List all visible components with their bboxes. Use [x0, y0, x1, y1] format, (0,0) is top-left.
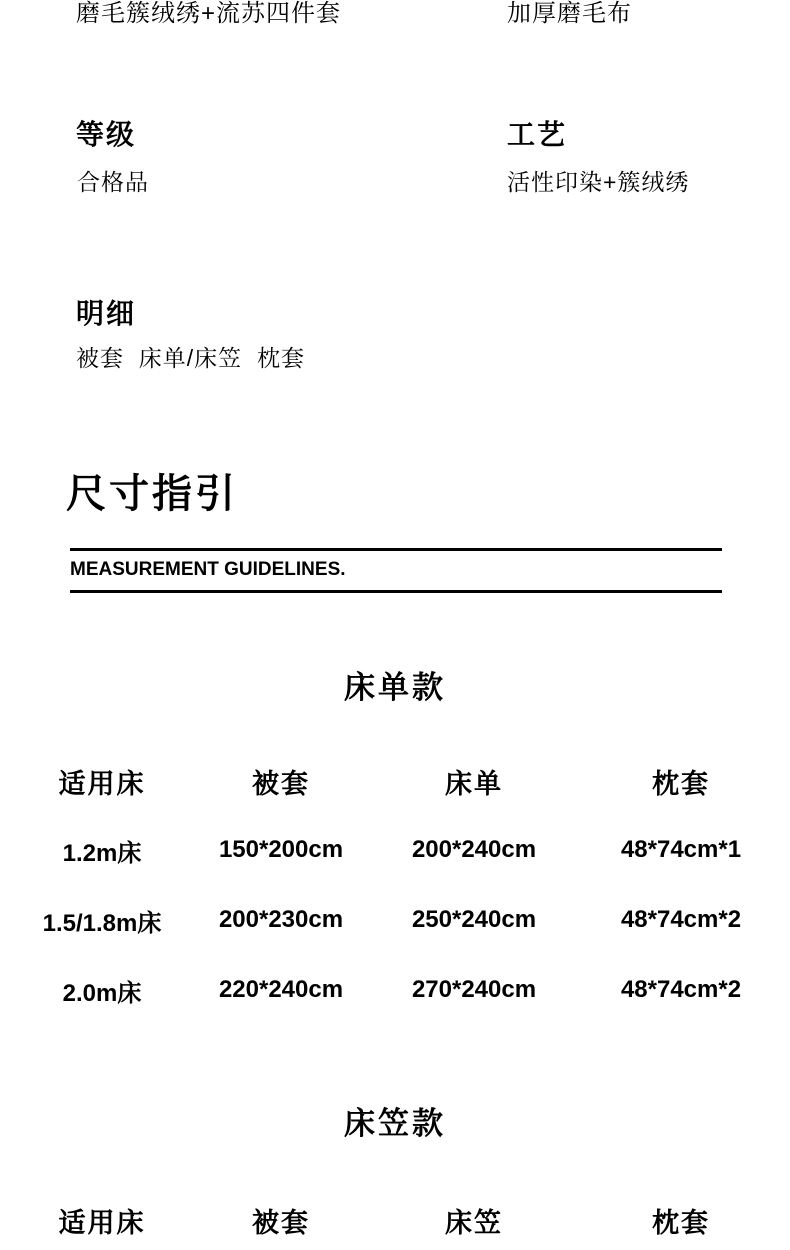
cell-pillow-size: 48*74cm*2 — [620, 976, 742, 1003]
column-header-pillowcase: 枕套 — [652, 1208, 710, 1238]
sheet-style-table-title: 床单款 — [344, 670, 446, 705]
table-header-row — [8, 1201, 780, 1237]
cell-duvet-size: 150*200cm — [218, 836, 344, 863]
cell-pillow-size: 48*74cm*2 — [620, 906, 742, 933]
fitted-style-table — [8, 1201, 780, 1237]
size-guide-title: 尺寸指引 — [66, 472, 238, 516]
table-row — [8, 832, 780, 868]
detail-value: 被套 床单/床笠 枕套 — [76, 345, 305, 371]
fitted-style-table-title: 床笠款 — [344, 1106, 446, 1141]
detail-label: 明细 — [76, 298, 137, 329]
column-header-pillowcase: 枕套 — [652, 769, 710, 799]
sheet-style-table — [8, 762, 780, 1008]
craft-value: 活性印染+簇绒绣 — [507, 169, 690, 195]
column-header-duvet-cover: 被套 — [252, 769, 310, 799]
grade-value: 合格品 — [77, 169, 149, 195]
table-header-row — [8, 762, 780, 798]
divider-line-bottom — [70, 590, 722, 593]
column-header-fitted-sheet: 床笠 — [445, 1208, 503, 1238]
divider-line-top — [70, 548, 722, 551]
column-header-bed: 适用床 — [58, 1208, 146, 1238]
cell-duvet-size: 220*240cm — [218, 976, 344, 1003]
grade-label: 等级 — [76, 119, 137, 150]
product-name-value: 磨毛簇绒绣+流苏四件套 — [76, 0, 342, 27]
table-row — [8, 972, 780, 1008]
size-guide-subtitle: MEASUREMENT GUIDELINES. — [70, 559, 346, 580]
cell-sheet-size: 270*240cm — [411, 976, 537, 1003]
table-row — [8, 902, 780, 938]
craft-label: 工艺 — [507, 119, 568, 150]
column-header-flat-sheet: 床单 — [445, 769, 503, 799]
cell-sheet-size: 200*240cm — [411, 836, 537, 863]
cell-duvet-size: 200*230cm — [218, 906, 344, 933]
column-header-duvet-cover: 被套 — [252, 1208, 310, 1238]
fabric-value: 加厚磨毛布 — [507, 0, 632, 27]
cell-bed-size: 1.2m床 — [62, 839, 142, 867]
cell-pillow-size: 48*74cm*1 — [620, 836, 742, 863]
column-header-bed: 适用床 — [58, 769, 146, 799]
cell-bed-size: 1.5/1.8m床 — [42, 909, 162, 937]
cell-sheet-size: 250*240cm — [411, 906, 537, 933]
cell-bed-size: 2.0m床 — [62, 979, 142, 1007]
